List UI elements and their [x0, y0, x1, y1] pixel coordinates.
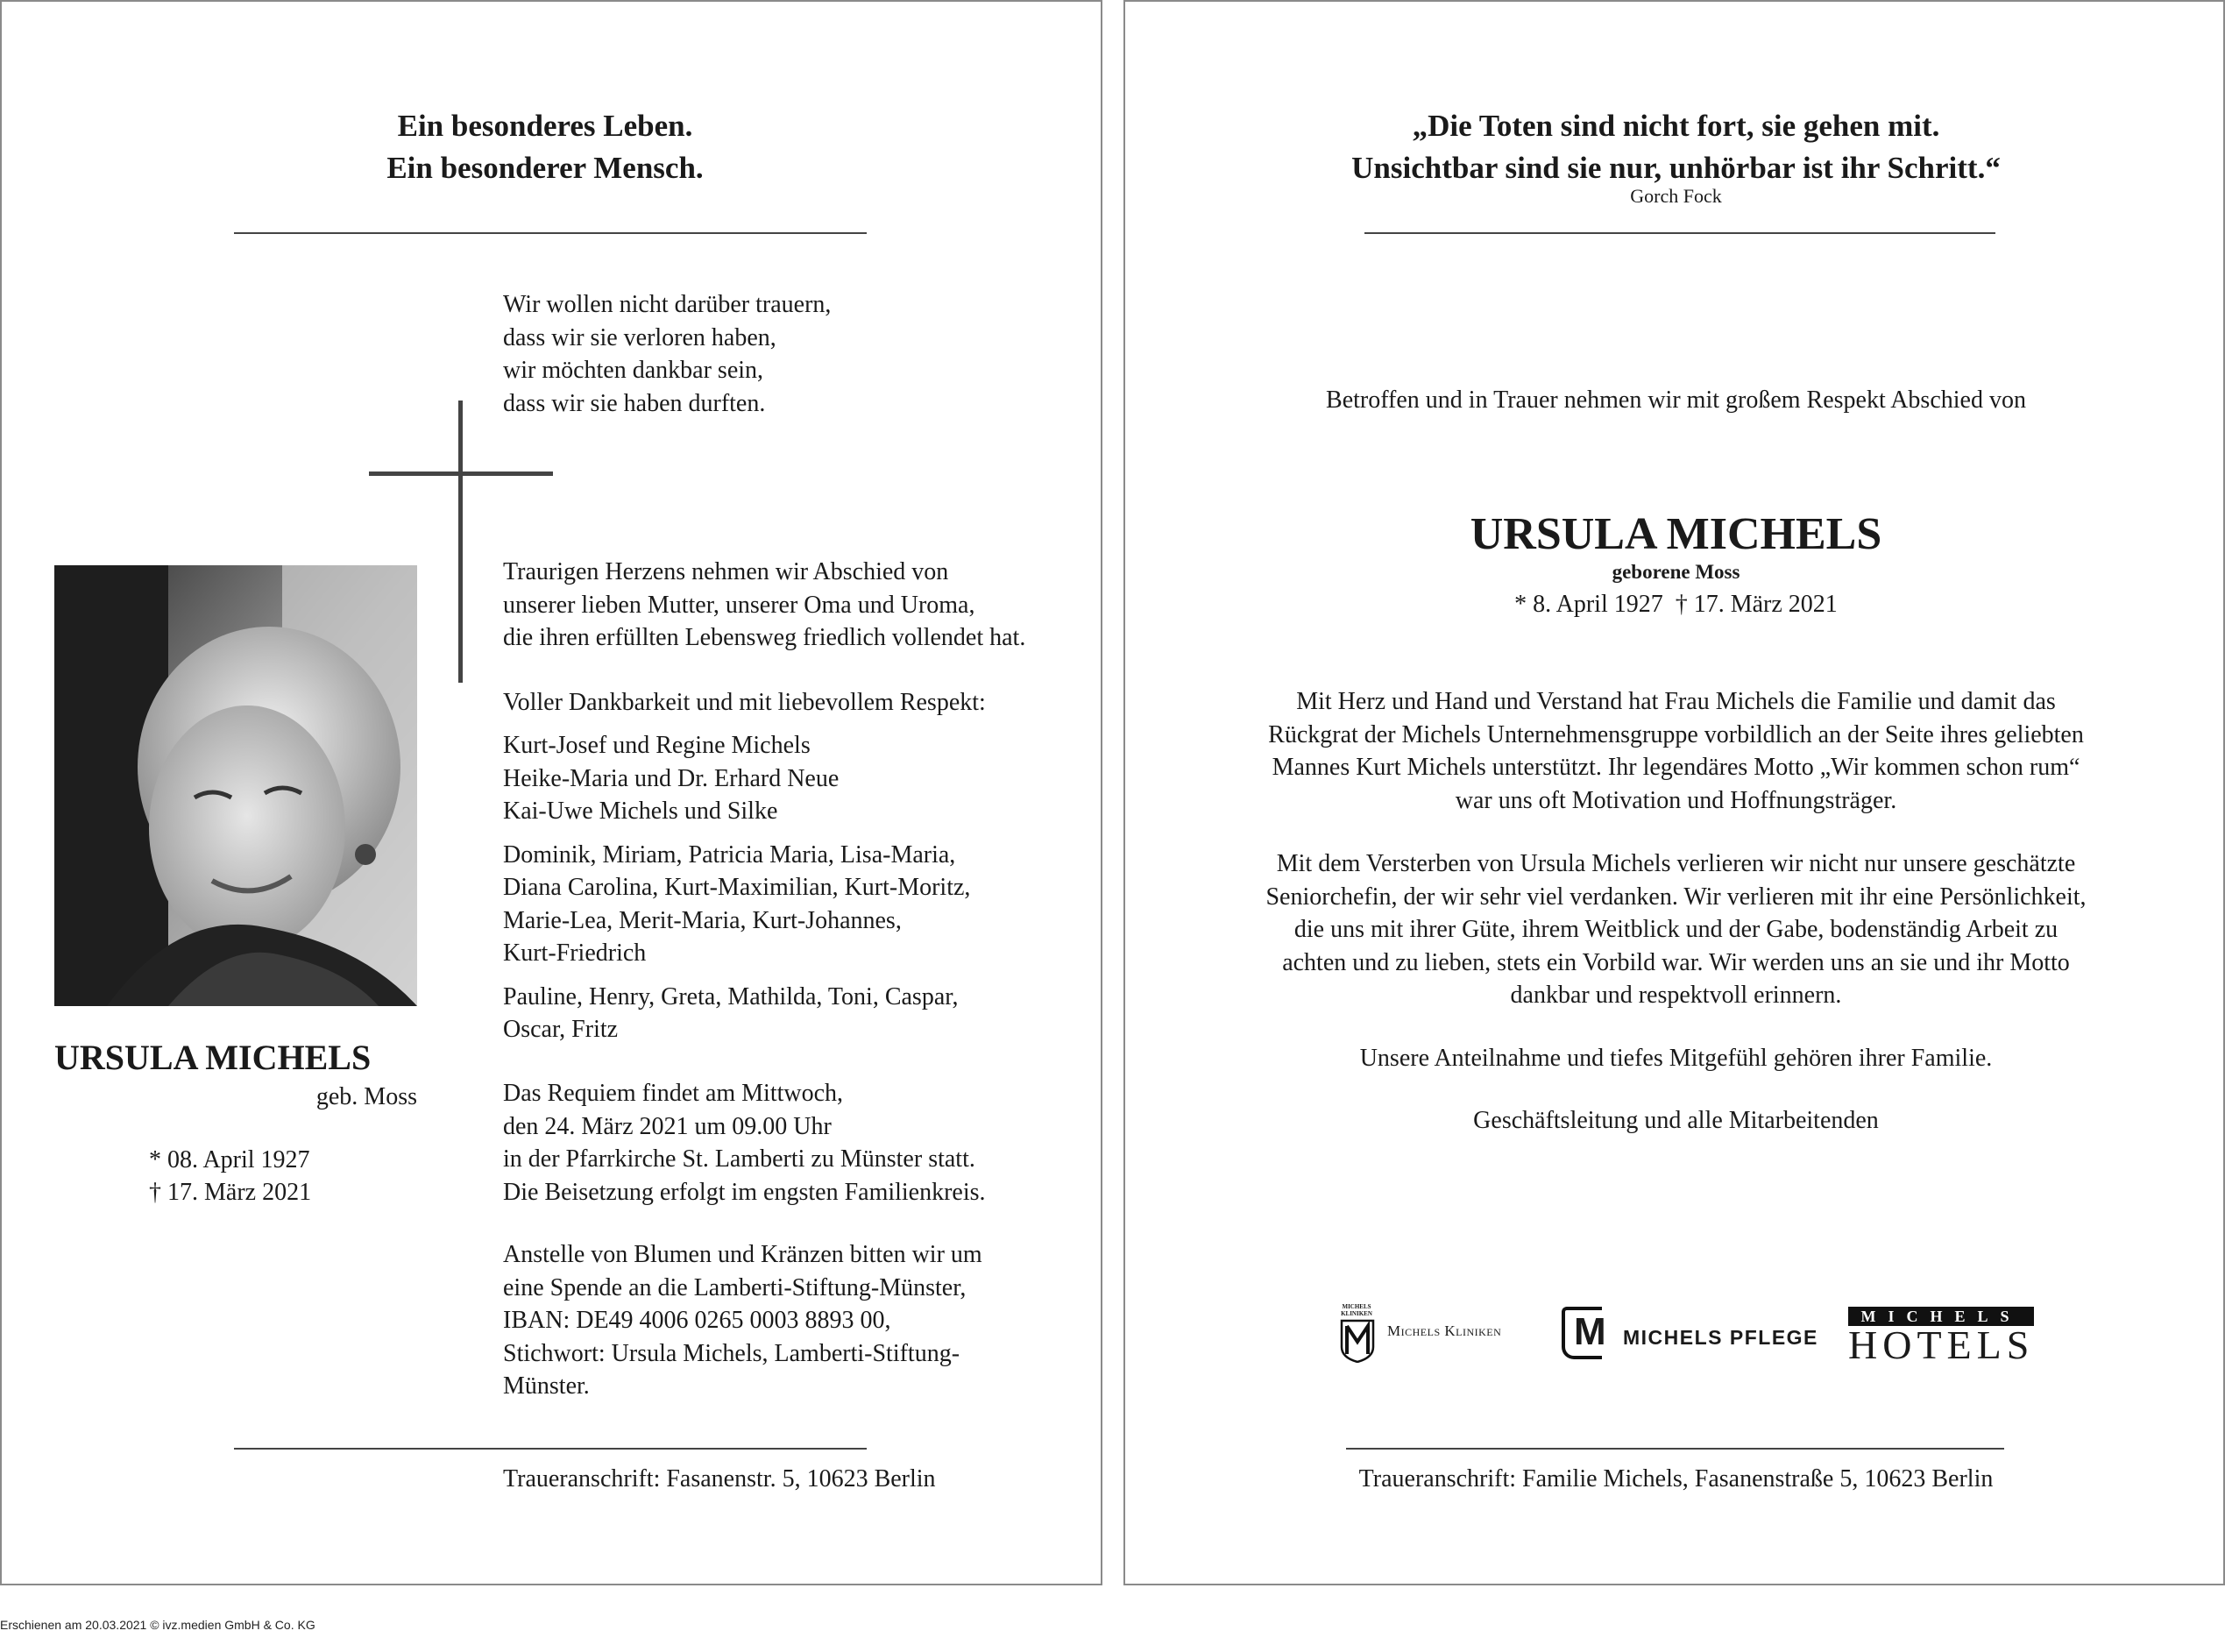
requiem-line: Die Beisetzung erfolgt im engsten Familienkreis. [503, 1178, 986, 1206]
headline-line: Ein besonderer Mensch. [386, 151, 704, 185]
tribute-line: Mannes Kurt Michels unterstützt. Ihr legendäres Motto „Wir kommen schon rum“ [1272, 754, 2080, 781]
death-date: † 17. März 2021 [149, 1179, 312, 1206]
hotels-top-label: MICHELS [1848, 1307, 2034, 1326]
donation-text [503, 1238, 1064, 1403]
bottom-divider [234, 1448, 867, 1450]
donation-line: IBAN: DE49 4006 0265 0003 8893 00, [503, 1307, 891, 1334]
donation-line: Münster. [503, 1372, 590, 1400]
logo-michels-pflege [1562, 1305, 1818, 1366]
sympathy-text: Unsere Anteilnahme und tiefes Mitgefühl gehören ihrer Familie. [1359, 1045, 1993, 1072]
kliniken-small-label: MICHELS KLINIKEN [1341, 1303, 1372, 1317]
mourning-address: Traueranschrift: Fasanenstr. 5, 10623 Berlin [503, 1465, 936, 1492]
tribute-line: dankbar und respektvoll erinnern. [1510, 982, 1842, 1009]
intro-line: die ihren erfüllten Lebensweg friedlich vollendet hat. [503, 624, 1026, 651]
grandchildren-group [503, 839, 1064, 970]
poem-line: dass wir sie haben durften. [503, 389, 766, 417]
tribute-line: Seniorchefin, der wir sehr viel verdanken. Wir verlieren mit ihr eine Persönlichkeit, [1265, 883, 2087, 911]
tribute-paragraph-1 [1125, 685, 2225, 817]
logo-michels-kliniken [1336, 1303, 1547, 1365]
portrait-photo [54, 565, 417, 1006]
intro-line: Traurigen Herzens nehmen wir Abschied von [503, 558, 949, 585]
tribute-line: Mit Herz und Hand und Verstand hat Frau Michels die Familie und damit das [1296, 688, 2056, 715]
family-line: Kurt-Friedrich [503, 939, 647, 967]
tribute-line: achten und zu lieben, stets ein Vorbild war. Wir werden uns an sie und ihr Motto [1282, 948, 2070, 976]
family-line: Heike-Maria und Dr. Erhard Neue [503, 764, 840, 792]
birth-date: * 08. April 1927 [149, 1146, 310, 1173]
headline-line: Ein besonderes Leben. [397, 109, 693, 143]
signature-text: Geschäftsleitung und alle Mitarbeitenden [1473, 1107, 1879, 1134]
quote [1125, 105, 2225, 189]
poem [503, 288, 941, 420]
family-line: Dominik, Miriam, Patricia Maria, Lisa-Maria, [503, 840, 956, 869]
poem-line: wir möchten dankbar sein, [503, 357, 764, 384]
right-company-notice-panel [1123, 0, 2225, 1585]
requiem-line: Das Requiem findet am Mittwoch, [503, 1080, 844, 1107]
requiem-line: in der Pfarrkirche St. Lamberti zu Münster statt. [503, 1145, 975, 1173]
logo-michels-hotels [1848, 1307, 2037, 1368]
maiden-name: geb. Moss [315, 1083, 417, 1110]
family-line: Marie-Lea, Merit-Maria, Kurt-Johannes, [503, 906, 902, 934]
pflege-name: MICHELS PFLEGE [1623, 1326, 1818, 1349]
requiem-text [503, 1077, 1064, 1209]
quote-author: Gorch Fock [1630, 185, 1722, 207]
donation-line: Stichwort: Ursula Michels, Lamberti-Stiftung- [503, 1339, 960, 1367]
requiem-line: den 24. März 2021 um 09.00 Uhr [503, 1112, 832, 1140]
kliniken-shield-icon [1340, 1319, 1375, 1363]
quote-line: Unsichtbar sind sie nur, unhörbar ist ihr Schritt.“ [1351, 151, 2001, 185]
tribute-line: war uns oft Motivation und Hoffnungsträger. [1455, 786, 1897, 814]
tribute-line: Rückgrat der Michels Unternehmensgruppe vorbildlich an der Seite ihres geliebten [1268, 720, 2084, 748]
poem-line: dass wir sie verloren haben, [503, 323, 776, 351]
children-group [503, 729, 1064, 828]
top-divider [1364, 232, 1995, 234]
hotels-bottom-label: HOTELS [1848, 1322, 2035, 1367]
left-obituary-panel [0, 0, 1102, 1585]
donation-line: eine Spende an die Lamberti-Stiftung-Münster, [503, 1273, 967, 1301]
great-grandchildren-group [503, 981, 1064, 1046]
family-line: Oscar, Fritz [503, 1016, 619, 1043]
pflege-letter: M [1574, 1310, 1606, 1353]
deceased-name: URSULA MICHELS [1470, 509, 1882, 559]
cross-horizontal [369, 471, 553, 476]
maiden-name: geborene Moss [1612, 561, 1740, 583]
tribute-paragraph-2 [1125, 847, 2225, 1012]
kliniken-name: Michels Kliniken [1387, 1322, 1502, 1339]
family-list [503, 729, 1064, 1057]
intro-line: unserer lieben Mutter, unserer Oma und Uroma, [503, 591, 975, 619]
family-line: Pauline, Henry, Greta, Mathilda, Toni, Caspar, [503, 982, 959, 1010]
publication-footer: Erschienen am 20.03.2021 © ivz.medien GmbH & Co. KG [0, 1618, 315, 1632]
mourning-address: Traueranschrift: Familie Michels, Fasanenstraße 5, 10623 Berlin [1358, 1465, 1994, 1492]
gratitude-text: Voller Dankbarkeit und mit liebevollem Respekt: [503, 689, 986, 716]
cross-vertical [458, 401, 463, 683]
intro-text: Betroffen und in Trauer nehmen wir mit großem Respekt Abschied von [1326, 386, 2026, 414]
left-headline [265, 105, 826, 189]
poem-line: Wir wollen nicht darüber trauern, [503, 291, 832, 318]
deceased-name: URSULA MICHELS [54, 1038, 372, 1077]
intro-text [503, 556, 1064, 655]
family-line: Kurt-Josef und Regine Michels [503, 732, 811, 759]
family-line: Diana Carolina, Kurt-Maximilian, Kurt-Moritz, [503, 874, 971, 901]
portrait-illustration [54, 565, 417, 1006]
quote-line: „Die Toten sind nicht fort, sie gehen mit. [1412, 109, 1940, 143]
family-line: Kai-Uwe Michels und Silke [503, 798, 778, 825]
bottom-divider [1346, 1448, 2004, 1450]
donation-line: Anstelle von Blumen und Kränzen bitten wir um [503, 1241, 982, 1268]
tribute-line: die uns mit ihrer Güte, ihrem Weitblick und der Gabe, bodenständig Arbeit zu [1293, 916, 2058, 943]
tribute-line: Mit dem Versterben von Ursula Michels verlieren wir nicht nur unsere geschätzte [1276, 850, 2076, 877]
life-dates: * 8. April 1927 † 17. März 2021 [1514, 591, 1838, 618]
top-divider [234, 232, 867, 234]
